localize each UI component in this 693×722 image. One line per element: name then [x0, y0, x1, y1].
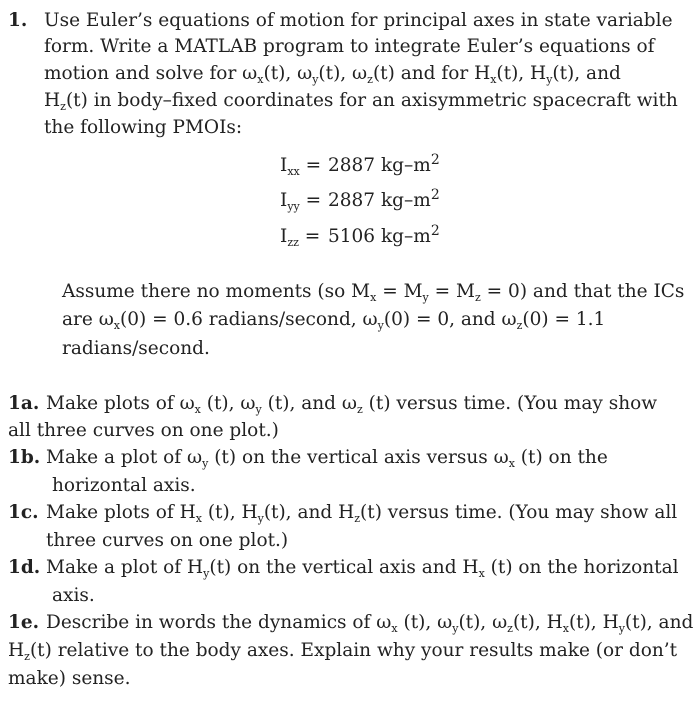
part-1c-line: Make plots of $H_x$ (t), $H_y(t)$, and $H_z(t)$ versus time. (You may show all	[46, 502, 678, 525]
intro-line: the following PMOIs:	[44, 117, 243, 138]
moment-value-iyy: 2887 $kg-m^2$	[328, 187, 440, 211]
part-label-1d: 1d.	[8, 557, 41, 578]
part-1e-line: $H_z(t)$ relative to the body axes. Explain why your results make (or don’t	[8, 640, 678, 663]
moment-label-izz: $I_{zz}$ =	[280, 226, 321, 249]
part-1a-line: all three curves on one plot.)	[8, 420, 279, 441]
part-label-1c: 1c.	[8, 502, 39, 523]
intro-line: motion and solve for $\omega_x(t)$, $\omega_y(t)$, $\omega_z(t)$ and for $H_x(t)$, $H_y(t)$, and	[44, 63, 621, 86]
intro-line: $H_z(t)$ in body–fixed coordinates for an axisymmetric spacecraft with	[44, 90, 678, 113]
assumption-line: are $\omega_x(0) = 0.6$ radians/second, $\omega_y(0) = 0$, and $\omega_z(0) = 1.1$	[62, 309, 606, 332]
part-1d-line: axis.	[52, 585, 95, 606]
part-label-1a: 1a.	[8, 393, 40, 414]
part-1b-line: horizontal axis.	[52, 475, 196, 496]
part-1c-line: three curves on one plot.)	[46, 530, 289, 551]
intro-line: Use Euler’s equations of motion for principal axes in state variable	[44, 10, 673, 31]
problem-number: 1.	[8, 10, 28, 31]
part-1e-line: make) sense.	[8, 668, 131, 689]
part-1b-line: Make a plot of $\omega_y$ (t) on the vertical axis versus $\omega_x$ (t) on the	[46, 447, 608, 470]
part-label-1e: 1e.	[8, 612, 40, 633]
part-1e-line: Describe in words the dynamics of $\omega_x$ (t), $\omega_y(t)$, $\omega_z(t)$, $H_x(t)$, $H_y(t)$, and	[46, 612, 693, 635]
assumption-line: Assume there no moments (so $M_x = M_y = M_z = 0$) and that the ICs	[62, 281, 685, 304]
assumption-line: radians/second.	[62, 338, 210, 359]
intro-line: form. Write a MATLAB program to integrate Euler’s equations of	[44, 36, 655, 57]
moment-value-ixx: 2887 $kg-m^2$	[328, 152, 440, 176]
moment-value-izz: 5106 $kg-m^2$	[328, 223, 440, 247]
moment-label-iyy: $I_{yy}$ =	[280, 190, 322, 213]
part-1d-line: Make a plot of $H_y(t)$ on the vertical axis and $H_x$ (t) on the horizontal	[46, 557, 679, 580]
moment-label-ixx: $I_{xx}$ =	[280, 155, 322, 178]
part-label-1b: 1b.	[8, 447, 41, 468]
part-1a-line: Make plots of $\omega_x$ (t), $\omega_y$ (t), and $\omega_z$ (t) versus time. (You may show	[46, 393, 658, 416]
